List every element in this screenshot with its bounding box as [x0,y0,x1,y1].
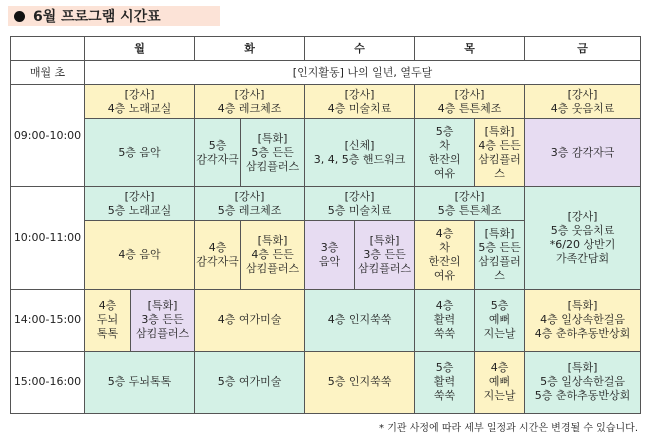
program-cell: [강사] 5층 미술치료 [305,187,415,221]
program-cell: 5층 음악 [85,119,195,187]
table-row [11,187,641,221]
time-cell: 14:00-15:00 [11,289,85,351]
program-cell: [강사] 4층 미술치료 [305,85,415,119]
corner-cell [11,37,85,61]
time-cell: 10:00-11:00 [11,187,85,289]
program-cell: 4층 인지쑥쑥 [305,289,415,351]
program-cell: 4층 두뇌 톡톡 [85,289,131,351]
program-cell: [강사] 4층 노래교실 [85,85,195,119]
program-cell: 4층 음악 [85,221,195,289]
program-cell: 5층 활력 쑥쑥 [415,351,475,413]
program-cell: [특화] 5층 든든 삼킴플러스 [241,119,305,187]
footnote: * 기관 사정에 따라 세부 일정과 시간은 변경될 수 있습니다. [379,423,638,434]
monthly-label: 매월 초 [11,61,85,85]
program-cell: 4층 여가미술 [195,289,305,351]
day-header-tue: 화 [195,37,305,61]
program-cell: [강사] 4층 레크체조 [195,85,305,119]
day-header-fri: 금 [525,37,641,61]
program-cell: [강사] 5층 레크체조 [195,187,305,221]
program-cell: 3층 감각자극 [525,119,641,187]
bullet-icon [14,11,25,22]
day-header-wed: 수 [305,37,415,61]
program-cell: 4층 차 한잔의 여유 [415,221,475,289]
time-cell: 15:00-16:00 [11,351,85,413]
program-cell: 5층 여가미술 [195,351,305,413]
page-title [8,6,220,26]
program-cell: 5층 인지쑥쑥 [305,351,415,413]
program-cell: 5층 예뻐 지는날 [475,289,525,351]
program-cell: [강사] 5층 튼튼체조 [415,187,525,221]
monthly-program: [인지활동] 나의 일년, 열두달 [85,61,641,85]
day-header-thu: 목 [415,37,525,61]
program-cell: 3층 음악 [305,221,355,289]
program-cell: [강사] 5층 노래교실 [85,187,195,221]
table-row [11,289,641,351]
program-cell: [특화] 3층 든든 삼킴플러스 [355,221,415,289]
program-cell: [특화] 5층 든든 삼킴플러스 [475,221,525,289]
schedule-table [10,36,641,414]
program-cell: 4층 활력 쑥쑥 [415,289,475,351]
program-cell: [특화] 4층 든든 삼킴플러스 [241,221,305,289]
program-cell: [강사] 5층 웃음치료 *6/20 상반기 가족간담회 [525,187,641,289]
program-cell: [특화] 5층 일상속한걸음 5층 춘하추동반상회 [525,351,641,413]
title-text: 6월 프로그램 시간표 [33,9,161,25]
program-cell: [특화] 3층 든든 삼킴플러스 [131,289,195,351]
program-cell: 4층 감각자극 [195,221,241,289]
program-cell: [강사] 4층 튼튼체조 [415,85,525,119]
program-cell: 5층 감각자극 [195,119,241,187]
time-cell: 09:00-10:00 [11,85,85,187]
program-cell: 4층 예뻐 지는날 [475,351,525,413]
monthly-row [11,61,641,85]
table-row [11,351,641,413]
header-row [11,37,641,61]
table-row [11,119,641,187]
program-cell: [신체] 3, 4, 5층 핸드워크 [305,119,415,187]
program-cell: [특화] 4층 일상속한걸음 4층 춘하추동반상회 [525,289,641,351]
program-cell: 5층 두뇌톡톡 [85,351,195,413]
program-cell: [특화] 4층 든든 삼킴플러스 [475,119,525,187]
table-row [11,85,641,119]
day-header-mon: 월 [85,37,195,61]
program-cell: [강사] 4층 웃음치료 [525,85,641,119]
program-cell: 5층 차 한잔의 여유 [415,119,475,187]
